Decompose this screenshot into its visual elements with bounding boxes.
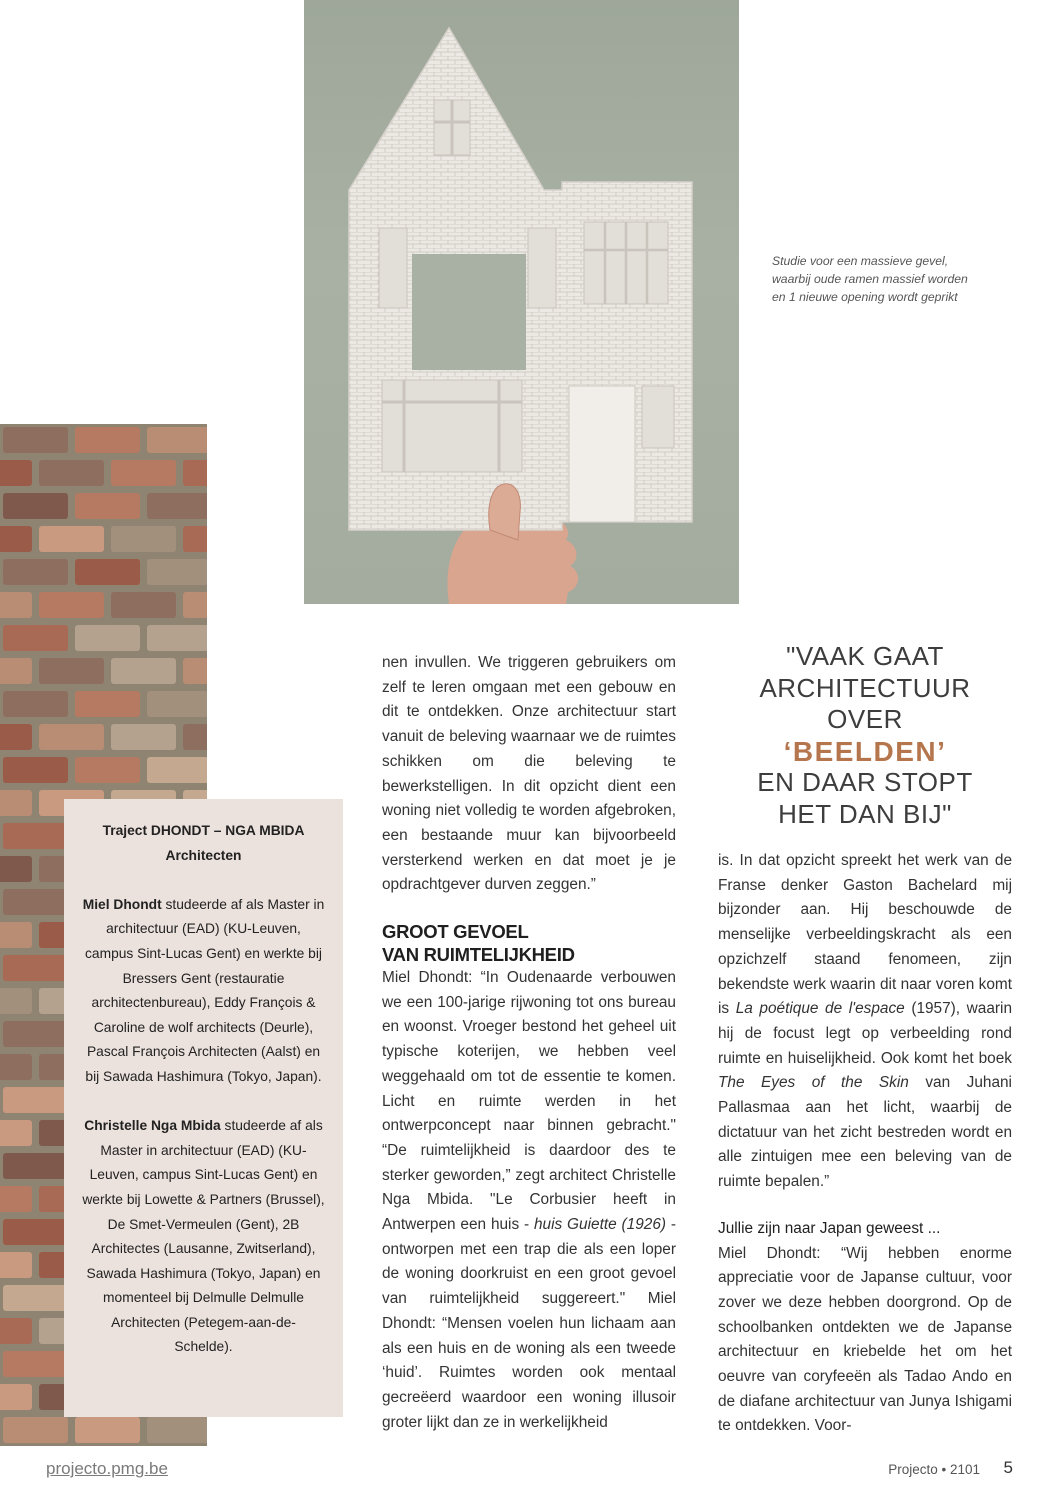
architect-bio-box bbox=[64, 799, 343, 1417]
brick bbox=[3, 1219, 68, 1245]
brick bbox=[3, 1021, 68, 1047]
footer-issue-label bbox=[888, 1462, 1002, 1477]
brick bbox=[3, 493, 68, 519]
brick bbox=[0, 1384, 32, 1410]
pull-quote-accent: ‘BEELDEN’ bbox=[783, 735, 947, 767]
facade-model-drawing bbox=[304, 0, 739, 604]
brick bbox=[75, 625, 140, 651]
bio-person-name: Christelle Nga Mbida bbox=[84, 1118, 221, 1134]
pull-quote-line: EN DAAR STOPT bbox=[757, 767, 973, 797]
brick bbox=[111, 724, 176, 750]
bio-title bbox=[82, 819, 325, 868]
brick bbox=[111, 592, 176, 618]
brick bbox=[0, 526, 32, 552]
brick bbox=[3, 1417, 68, 1443]
brick bbox=[0, 1120, 32, 1146]
pull-quote-line: HET DAN BIJ" bbox=[778, 798, 952, 829]
brick bbox=[3, 559, 68, 585]
brick bbox=[3, 1153, 68, 1179]
caption-line: Studie voor een massieve gevel, bbox=[772, 254, 949, 268]
article-column-right bbox=[718, 849, 1012, 1439]
body-emphasis: La poétique de l'espace bbox=[735, 1000, 905, 1018]
bio-title-line: Architecten bbox=[165, 847, 242, 863]
brick bbox=[3, 823, 68, 849]
brick bbox=[147, 1417, 207, 1443]
brick bbox=[39, 724, 104, 750]
section-heading bbox=[382, 920, 676, 966]
brick bbox=[75, 493, 140, 519]
brick bbox=[0, 1186, 32, 1212]
pull-quote-line: ARCHITECTUUR OVER bbox=[759, 672, 971, 734]
brick bbox=[75, 559, 140, 585]
body-emphasis: huis Guiette (1926) bbox=[533, 1216, 667, 1234]
brick bbox=[0, 1054, 32, 1080]
bio-person-text: studeerde af als Master in architectuur (EAD) (KU-Leuven, campus Sint-Lucas Gent) en werkte bij Bressers Gent (restauratie architectenbureau), Eddy François & Caroline de wolf architects (Deurle), Pascal François Architecten (Aalst) en bij Sawada Hashimura (Tokyo, Japan). bbox=[85, 896, 325, 1084]
brick bbox=[3, 955, 68, 981]
brick bbox=[147, 625, 207, 651]
brick bbox=[0, 856, 32, 882]
pull-quote bbox=[720, 641, 1010, 830]
brick bbox=[147, 691, 207, 717]
body-paragraph bbox=[382, 966, 676, 1435]
article-column-middle bbox=[382, 651, 676, 1435]
brick bbox=[3, 889, 68, 915]
bio-paragraph-miel bbox=[82, 893, 325, 1090]
interview-question: Jullie zijn naar Japan geweest ... bbox=[718, 1219, 941, 1237]
brick bbox=[111, 526, 176, 552]
section-heading-line: VAN RUIMTELIJKHEID bbox=[382, 944, 575, 966]
brick bbox=[183, 658, 207, 684]
brick bbox=[183, 526, 207, 552]
footer-website-link[interactable]: projecto.pmg.be bbox=[46, 1459, 168, 1478]
footer-page-number: 5 bbox=[1003, 1458, 1013, 1477]
brick bbox=[3, 1285, 68, 1311]
body-text: is. In dat opzicht spreekt het werk van de Franse denker Gaston Bachelard mij bijzonder aan. Hij beschouwde de menselijke verbeeldingskracht als een opzichzelf staand fenomeen, zijn bekendste werk waarin dit naar voren komt is bbox=[718, 852, 1012, 1018]
body-text: - ontworpen met een trap die als een loper de woning doorkruist en een groot gevoel van ruimtelijkheid suggereert." Miel Dhondt: “Mensen voelen hun lichaam aan als een huis en de woning als een tweede ‘huid’. Ruimtes worden ook mentaal gecreëerd waardoor een woning illusoir groter lijkt dan ze in werkelijkheid bbox=[382, 1216, 676, 1431]
brick bbox=[39, 460, 104, 486]
body-paragraph: nen invullen. We triggeren gebruikers om zelf te leren omgaan met een gebouw en dit te ontdekken. Onze architectuur start vanuit de beleving waarnaar we de ruimtes schikken om die beleving te bewerkstelligen. In dit opzicht dient een woning niet volledig te worden afgebroken, een bestaande muur kan bijvoorbeeld versterkend werken en dat moet je je opdrachtgever durven zeggen.” bbox=[382, 654, 676, 894]
brick bbox=[39, 526, 104, 552]
brick bbox=[111, 460, 176, 486]
facade-model-photo bbox=[304, 0, 739, 604]
brick bbox=[75, 691, 140, 717]
bio-paragraph-christelle bbox=[82, 1114, 325, 1360]
footer-issue-text: Projecto • 2101 bbox=[888, 1462, 980, 1477]
brick bbox=[3, 757, 68, 783]
photo-caption bbox=[772, 252, 1012, 306]
brick bbox=[0, 724, 32, 750]
brick bbox=[147, 427, 207, 453]
brick bbox=[3, 1351, 68, 1377]
brick bbox=[0, 460, 32, 486]
brick bbox=[147, 493, 207, 519]
body-paragraph: Miel Dhondt: “Wij hebben enorme appreciatie voor de Japanse cultuur, voor zover we deze hebben doorgrond. Op de schoolbanken ontdekten we de Japanse architectuur en kriebelde het om het oeuvre van coryfeeën als Tadao Ando en de diafane architectuur van Junya Ishigami te ontdekken. Voor- bbox=[718, 1244, 1012, 1435]
brick bbox=[3, 625, 68, 651]
brick bbox=[39, 658, 104, 684]
brick bbox=[75, 1417, 140, 1443]
brick bbox=[0, 988, 32, 1014]
caption-line: waarbij oude ramen massief worden bbox=[772, 272, 968, 286]
body-emphasis: The Eyes of the Skin bbox=[718, 1074, 909, 1092]
body-text: Miel Dhondt: “In Oudenaarde verbouwen we een 100-jarige rijwoning tot ons bureau en woonst. Vroeger bestond het geheel uit typische koterijen, we hebben veel weggehaald om tot de essentie te komen. Licht en ruimte werden in het ontwerpconcept naar binnen gebracht." “De ruimtelijkheid is daardoor des te sterker geworden,” zegt architect Christelle Nga Mbida. "Le Corbusier heeft in Antwerpen een huis - bbox=[382, 969, 676, 1234]
body-text: van Juhani Pallasmaa aan het licht, waarbij de dictatuur van het zicht bestreden wordt en alle zintuigen mee een beleving van de ruimte bepalen.” bbox=[718, 1074, 1012, 1191]
brick bbox=[3, 691, 68, 717]
bio-person-text: studeerde af als Master in architectuur (EAD) (KU-Leuven, campus Sint-Lucas Gent) en werkte bij Lowette & Partners (Brussel), De Smet-Vermeulen (Gent), 2B Architectes (Lausanne, Zwitserland), Sawada Hashimura (Tokyo, Japan) en momenteel bij Delmulle Delmulle Architecten (Petegem-aan-de-Schelde). bbox=[82, 1118, 325, 1355]
caption-line: en 1 nieuwe opening wordt geprikt bbox=[772, 290, 958, 304]
brick bbox=[0, 1318, 32, 1344]
brick bbox=[75, 427, 140, 453]
section-heading-line: GROOT GEVOEL bbox=[382, 921, 529, 943]
brick bbox=[39, 592, 104, 618]
brick bbox=[147, 559, 207, 585]
brick bbox=[183, 460, 207, 486]
brick bbox=[183, 724, 207, 750]
brick bbox=[0, 592, 32, 618]
brick bbox=[75, 757, 140, 783]
brick bbox=[3, 1087, 68, 1113]
brick bbox=[147, 757, 207, 783]
brick bbox=[111, 658, 176, 684]
bio-person-name: Miel Dhondt bbox=[82, 896, 162, 912]
brick bbox=[3, 427, 68, 453]
brick bbox=[0, 658, 32, 684]
brick bbox=[0, 1252, 32, 1278]
brick bbox=[0, 790, 32, 816]
pull-quote-line: "VAAK GAAT bbox=[786, 641, 944, 671]
body-text: (1957), waarin hij de focust legt op verbeelding rond ruimte en huiselijkheid. Ook komt het boek bbox=[718, 1000, 1012, 1067]
body-paragraph bbox=[718, 849, 1012, 1195]
brick bbox=[0, 922, 32, 948]
brick bbox=[183, 592, 207, 618]
bio-title-line: Traject DHONDT – NGA MBIDA bbox=[102, 823, 305, 838]
